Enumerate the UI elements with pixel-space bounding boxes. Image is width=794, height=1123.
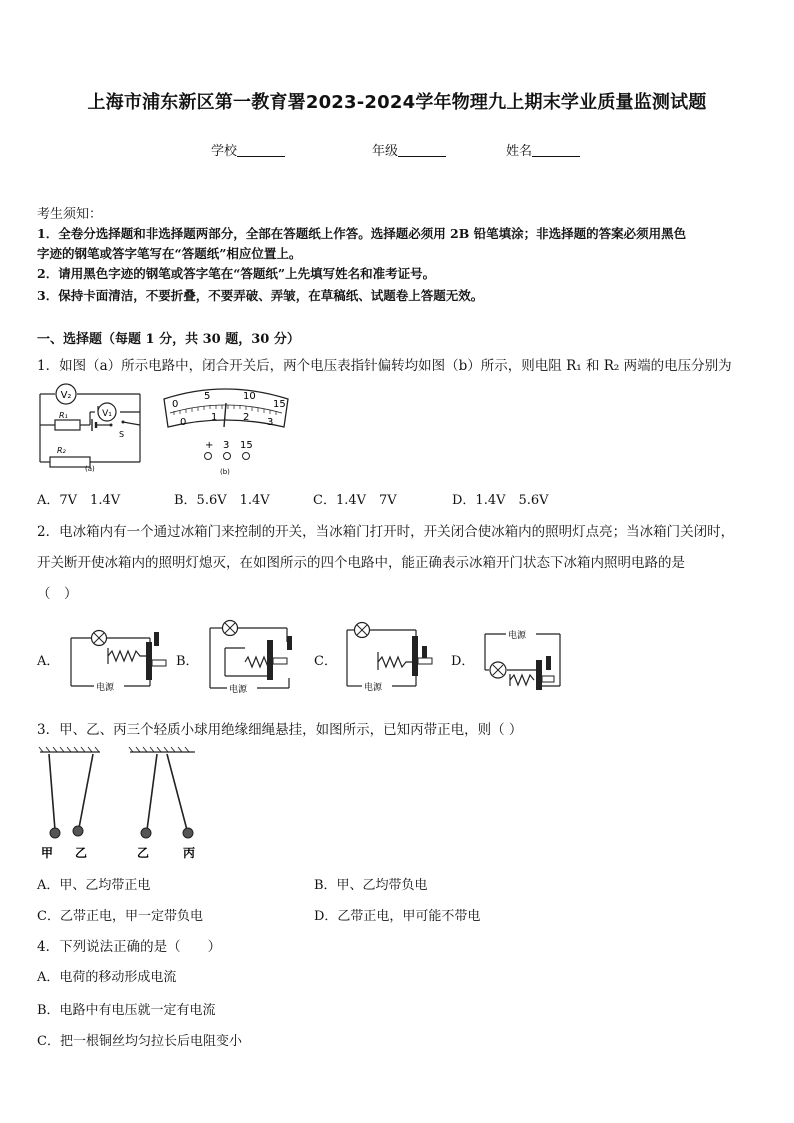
q3-option-c: C．乙带正电，甲一定带负电 bbox=[37, 909, 203, 924]
grade-field bbox=[372, 140, 446, 159]
q2-option-b: B． bbox=[176, 654, 199, 669]
terminal-3: 3 bbox=[223, 440, 230, 451]
v2-label: V₂ bbox=[60, 390, 72, 401]
q4-option-b: B．电路中有电压就一定有电流 bbox=[37, 1003, 216, 1018]
source-label: 电源 bbox=[508, 631, 527, 641]
q2-option-c: C． bbox=[314, 654, 337, 669]
q3-stem: 3．甲、乙、丙三个轻质小球用绝缘细绳悬挂，如图所示，已知丙带正电，则（ ） bbox=[37, 722, 523, 738]
q2-stem-line1: 2．电冰箱内有一个通过冰箱门来控制的开关，当冰箱门打开时，开关闭合使冰箱内的照明灯点亮；当冰箱门关闭时， bbox=[37, 524, 735, 540]
label-bing: 丙 bbox=[183, 846, 196, 860]
label-yi-left: 乙 bbox=[75, 846, 88, 860]
notice-item-1-cont: 字迹的钢笔或答字笔写在“答题纸”相应位置上。 bbox=[37, 246, 302, 261]
grade-blank bbox=[398, 142, 446, 157]
q1-option-c: C．1.4V 7V bbox=[313, 493, 397, 508]
terminal-plus: + bbox=[205, 440, 214, 451]
source-label: 电源 bbox=[96, 683, 115, 693]
resistor-r1-icon bbox=[55, 420, 80, 430]
label-yi-right: 乙 bbox=[137, 846, 150, 860]
q2-circuit-b bbox=[205, 618, 315, 696]
dial-top-0: 0 bbox=[172, 399, 179, 410]
q1-stem: 1．如图（a）所示电路中，闭合开关后，两个电压表指针偏转均如图（b）所示，则电阻 R₁ 和 R₂ 两端的电压分别为 bbox=[37, 358, 732, 374]
notice-item-3: 3．保持卡面清洁，不要折叠，不要弄破、弄皱，在草稿纸、试题卷上答题无效。 bbox=[37, 288, 484, 303]
dial-bottom-2: 2 bbox=[243, 412, 250, 423]
q4-stem: 4．下列说法正确的是（ ） bbox=[37, 939, 222, 955]
name-field bbox=[506, 140, 580, 159]
school-field bbox=[211, 140, 285, 159]
ball-jia bbox=[50, 828, 60, 838]
q2-circuit-c bbox=[342, 618, 452, 696]
terminal-15: 15 bbox=[240, 440, 253, 451]
q2-stem-line3: （ ） bbox=[37, 586, 78, 602]
dial-bottom-3: 3 bbox=[267, 417, 274, 428]
dial-bottom-1: 1 bbox=[211, 412, 218, 423]
q3-option-b: B．甲、乙均带负电 bbox=[314, 878, 428, 893]
switch-label: S bbox=[119, 430, 125, 439]
fig-b-caption: (b) bbox=[220, 468, 230, 476]
school-blank bbox=[237, 142, 285, 157]
v1-label: V₁ bbox=[102, 409, 112, 419]
dial-top-15: 15 bbox=[273, 399, 286, 410]
q2-circuit-a bbox=[66, 624, 176, 696]
q1-circuit-figure-a bbox=[35, 382, 155, 474]
q1-option-d: D．1.4V 5.6V bbox=[452, 493, 549, 508]
grade-label: 年级 bbox=[372, 144, 399, 159]
r2-label: R₂ bbox=[57, 446, 66, 455]
q2-option-d: D． bbox=[451, 654, 475, 669]
q3-option-d: D．乙带正电，甲可能不带电 bbox=[314, 909, 481, 924]
dial-bottom-0: 0 bbox=[180, 417, 187, 428]
page-title: 上海市浦东新区第一教育署2023-2024学年物理九上期末学业质量监测试题 bbox=[87, 92, 707, 113]
school-label: 学校 bbox=[211, 144, 238, 159]
ball-bing bbox=[183, 828, 193, 838]
q1-voltmeter-dial-b bbox=[160, 383, 300, 478]
section-heading: 一、选择题（每题 1 分，共 30 题，30 分） bbox=[37, 332, 300, 347]
label-jia: 甲 bbox=[41, 846, 54, 860]
r1-label: R₁ bbox=[59, 411, 68, 420]
name-label: 姓名 bbox=[506, 144, 533, 159]
q3-pendulum-figure bbox=[35, 746, 210, 862]
dial-top-10: 10 bbox=[243, 391, 256, 402]
ball-yi-left bbox=[73, 826, 83, 836]
q1-option-b: B．5.6V 1.4V bbox=[174, 493, 270, 508]
fig-a-caption: (a) bbox=[85, 465, 95, 473]
notice-heading: 考生须知： bbox=[37, 207, 103, 222]
resistor-r2-icon bbox=[50, 457, 90, 467]
q2-option-a: A． bbox=[37, 654, 60, 669]
name-blank bbox=[532, 142, 580, 157]
notice-item-1: 1．全卷分选择题和非选择题两部分，全部在答题纸上作答。选择题必须用 2B 铅笔填涂；非选择题的答案必须用黑色 bbox=[37, 226, 687, 241]
source-label: 电源 bbox=[229, 685, 248, 695]
dial-top-5: 5 bbox=[204, 391, 211, 402]
source-label: 电源 bbox=[364, 683, 383, 693]
ball-yi-right bbox=[141, 828, 151, 838]
q3-option-a: A．甲、乙均带正电 bbox=[37, 878, 151, 893]
q1-option-a: A．7V 1.4V bbox=[37, 493, 121, 508]
notice-item-2: 2．请用黑色字迹的钢笔或答字笔在“答题纸”上先填写姓名和准考证号。 bbox=[37, 266, 436, 281]
q2-stem-line2: 开关断开使冰箱内的照明灯熄灭，在如图所示的四个电路中，能正确表示冰箱开门状态下冰箱内照明电路的是 bbox=[37, 555, 685, 571]
q4-option-a: A．电荷的移动形成电流 bbox=[37, 970, 177, 985]
q2-circuit-d bbox=[480, 624, 570, 696]
q4-option-c: C．把一根铜丝均匀拉长后电阻变小 bbox=[37, 1034, 242, 1049]
